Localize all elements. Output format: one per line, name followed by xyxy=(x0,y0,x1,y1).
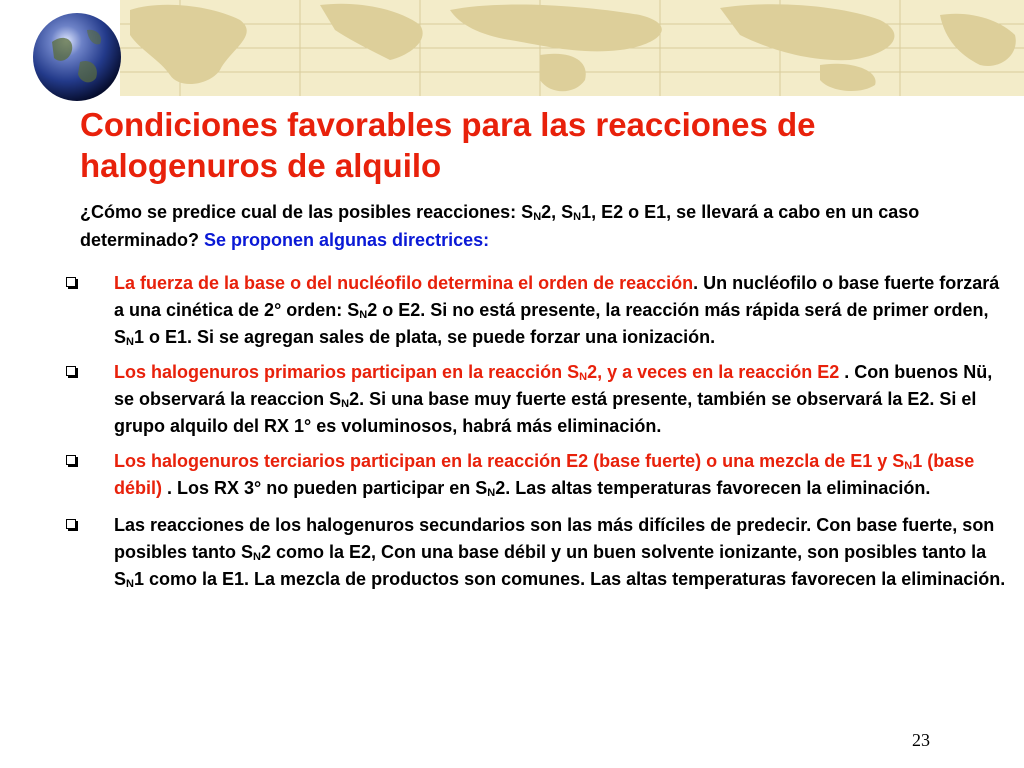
title-line-1: Condiciones favorables para las reacciones de xyxy=(80,106,816,143)
bullet-item-tertiary xyxy=(60,448,1010,502)
intro-question xyxy=(80,198,980,254)
bullet-3-text-2: 2. Las altas temperaturas favorecen la eliminación. xyxy=(495,478,931,498)
bullet-4-sub-1: N xyxy=(253,551,261,563)
globe-icon xyxy=(32,12,122,102)
slide-title xyxy=(80,104,1000,186)
intro-highlight: Se proponen algunas directrices: xyxy=(204,230,490,250)
bullet-3-emphasis-1: Los halogenuros terciarios participan en la reacción E2 (base fuerte) o una mezcla de E1 y S xyxy=(114,451,905,471)
bullet-2-text-1: . Con buenos Nü, se observará la reaccion S xyxy=(114,362,993,409)
intro-text-1: ¿Cómo se predice cual de las posibles reacciones: S xyxy=(80,202,534,222)
bullet-1-text-3: 1 o E1. Si se agregan sales de plata, se puede forzar una ionización. xyxy=(133,327,716,347)
bullet-4-text-1: Las reacciones de los halogenuros secundarios son las más difíciles de predecir. Con base fuerte, son posibles tanto S xyxy=(114,515,995,562)
intro-text-3: 1, E2 o E1, se llevará a cabo en un caso determinado? xyxy=(80,202,920,250)
bullet-4-text-2: 2 como la E2, Con una base débil y un buen solvente ionizante, son posibles tanto la S xyxy=(114,542,987,589)
bullet-1-sub-2: N xyxy=(126,336,134,348)
intro-sub-1: N xyxy=(533,211,542,223)
bullet-3-emphasis-2: 1 (base débil) xyxy=(114,451,975,498)
bullet-4-text-3: 1 como la E1. La mezcla de productos son comunes. Las altas temperaturas favorecen la eliminación. xyxy=(133,569,1006,589)
bullet-2-sub-1: N xyxy=(341,398,350,410)
bullet-item-base-strength xyxy=(60,270,1010,351)
checkbox-bullet-icon xyxy=(66,455,78,467)
bullet-2-emphasis-2: 2, y a veces en la reacción E2 xyxy=(587,362,840,382)
bullet-3-sub-1: N xyxy=(487,487,496,499)
page-number: 23 xyxy=(912,730,930,750)
checkbox-bullet-icon xyxy=(66,277,78,289)
bullet-3-text-1: . Los RX 3° no pueden participar en S xyxy=(162,478,488,498)
bullet-1-text-2: 2 o E2. Si no está presente, la reacción más rápida será de primer orden, S xyxy=(114,300,989,347)
bullet-1-text-1: . Un nucléofilo o base fuerte forzará a una cinética de 2° orden: S xyxy=(114,273,1000,320)
bullet-2-emphasis-sub: N xyxy=(579,371,588,383)
bullet-4-sub-2: N xyxy=(126,578,134,590)
bullet-item-secondary xyxy=(60,512,1010,593)
world-map-banner xyxy=(120,0,1024,96)
checkbox-bullet-icon xyxy=(66,366,78,378)
title-line-2: halogenuros de alquilo xyxy=(80,147,442,184)
bullet-1-sub-1: N xyxy=(359,309,368,321)
bullet-2-emphasis-1: Los halogenuros primarios participan en la reacción S xyxy=(114,362,580,382)
intro-text-2: 2, S xyxy=(541,202,574,222)
world-map-graphic xyxy=(120,0,1024,96)
bullet-list xyxy=(60,270,1010,601)
intro-sub-2: N xyxy=(573,211,582,223)
bullet-item-primary xyxy=(60,359,1010,440)
bullet-2-text-2: 2. Si una base muy fuerte está presente, también se observará la E2. Si el grupo alquilo del RX 1° es voluminosos, habrá más eliminación. xyxy=(114,389,977,436)
checkbox-bullet-icon xyxy=(66,519,78,531)
bullet-3-emphasis-sub: N xyxy=(904,460,913,472)
bullet-1-emphasis: La fuerza de la base o del nucléofilo determina el orden de reacción xyxy=(114,273,694,293)
